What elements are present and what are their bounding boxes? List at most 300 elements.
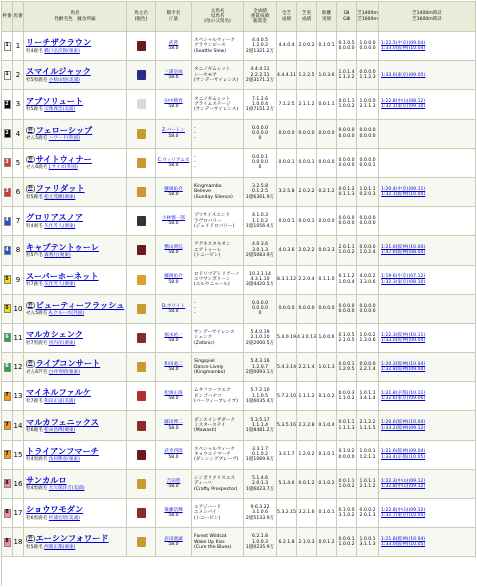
record-turf-cell: 0.0.0.0 bbox=[277, 120, 297, 149]
record-total-cell bbox=[244, 207, 277, 236]
waku-cell bbox=[2, 441, 13, 470]
record-distance-cell: 0.1.0.1 bbox=[317, 32, 337, 61]
sire-name: シンボリクリスエス bbox=[194, 475, 236, 481]
horse-sub bbox=[24, 165, 126, 170]
jockey-weight: 58.0 bbox=[168, 250, 179, 256]
jockey-link[interactable]: 福永祐一 bbox=[164, 332, 183, 338]
record-turf-course-cell: 0.0.0.1 bbox=[297, 207, 317, 236]
horse-sex-age: 牡6鹿毛 bbox=[26, 428, 45, 434]
grade-cell: 0.0.1.2 0.1.1.3 bbox=[337, 178, 357, 207]
waku-badge: 1 bbox=[4, 42, 11, 51]
foreign-mark: 外 bbox=[28, 536, 33, 542]
waku-badge: 3 bbox=[4, 158, 11, 167]
horse-sex-age: 牡5鹿毛 bbox=[26, 194, 45, 200]
pedigree-cell bbox=[192, 61, 244, 90]
trainer-link[interactable]: 森秀行(栗東) bbox=[44, 252, 71, 258]
record-graded: 1.1.0.2 bbox=[251, 218, 269, 224]
time-1400-link[interactable]: 1:22.3(中山)(09.12) bbox=[381, 478, 426, 484]
record-graded: 1.1.1.4 bbox=[251, 422, 269, 428]
prize-money: 1億0235.9万 bbox=[245, 544, 275, 550]
time-1600-link[interactable]: 1:33.0(東京)(09.05) bbox=[381, 72, 426, 78]
time-1600-link[interactable]: 1:32.6(東京)(09.06) bbox=[381, 396, 426, 402]
time-1400-link[interactable]: 1:22.5(中京)(09.04) bbox=[381, 40, 426, 46]
horse-name-link[interactable] bbox=[24, 330, 126, 339]
grade-cell: 0.1.0.5 0.0.0.0 bbox=[337, 32, 357, 61]
jockey-cell bbox=[156, 470, 192, 499]
turf-record-cell: 1.0.0.2 1.3.0.6 bbox=[357, 324, 379, 353]
waku-badge: 7 bbox=[4, 421, 11, 430]
waku-badge: 3 bbox=[4, 188, 11, 197]
record-turf-cell: 0.0.0.1 bbox=[277, 149, 297, 178]
jockey-link[interactable]: 藤岡佑介 bbox=[164, 274, 183, 280]
jockey-link[interactable]: 藤田伸二 bbox=[164, 420, 183, 426]
jockey-link[interactable]: 三浦皇成 bbox=[164, 70, 183, 75]
prize-money: 2億1321.2万 bbox=[245, 48, 275, 54]
horse-sex-age: せん6芦毛 bbox=[26, 369, 49, 375]
record-turf-cell: 5.3.5.16 bbox=[277, 411, 297, 440]
table-row bbox=[2, 499, 476, 528]
trainer-link[interactable]: 松永昌博(栗東) bbox=[44, 428, 76, 434]
name-cell bbox=[24, 528, 127, 557]
name-cell bbox=[24, 382, 127, 411]
record-turf-course-cell: 2.0.2.2 bbox=[297, 236, 317, 265]
horse-name-link[interactable] bbox=[24, 476, 126, 485]
turf-record-cell: 0.0.0.2 2.0.1.3 bbox=[357, 499, 379, 528]
record-total-cell bbox=[244, 411, 277, 440]
horse-sex-age: 牡7鹿毛 bbox=[26, 282, 45, 288]
horse-name[interactable]: グロリアスノア bbox=[26, 212, 83, 223]
time-1400-link[interactable]: 1:21.8(阪神)(10.04) bbox=[381, 537, 426, 542]
prize-money: 1億1056.4万 bbox=[245, 223, 275, 229]
time-1400-link[interactable]: 1:21.0(阪神)(10.04) bbox=[381, 245, 426, 251]
waku-badge: 6 bbox=[4, 333, 11, 342]
owner-cell bbox=[127, 32, 156, 61]
grade-cell: 0.0.0.1 1.0.0.2 bbox=[337, 528, 357, 557]
jockey-weight: 58.0 bbox=[168, 513, 179, 519]
record-total-cell bbox=[244, 90, 277, 119]
horse-sex-age: 牡4栗毛 bbox=[26, 223, 45, 229]
turf-record-cell: 1.0.1.1 0.2.0.3 bbox=[357, 178, 379, 207]
prize-money: 2億3171.2万 bbox=[245, 77, 275, 83]
pedigree-cell bbox=[192, 236, 244, 265]
jockey-link[interactable]: D.ホワイト bbox=[161, 303, 186, 309]
horse-sub bbox=[24, 545, 126, 550]
prize-money: 3億4420.5万 bbox=[245, 282, 275, 288]
horse-sex-age: 牡5鹿毛 bbox=[26, 544, 45, 550]
pedigree-cell bbox=[192, 528, 244, 557]
owner-cell bbox=[127, 178, 156, 207]
table-row bbox=[2, 353, 476, 382]
sire-name: - bbox=[194, 154, 196, 160]
jockey-link[interactable]: 松岡正海 bbox=[164, 391, 183, 397]
jockey-cell bbox=[156, 90, 192, 119]
time-1400-link[interactable]: 1:22.8(中山)(08.12) bbox=[381, 99, 426, 105]
name-cell bbox=[24, 120, 127, 149]
record-distance-cell: 0.0.1.2 bbox=[317, 528, 337, 557]
damsire-name: (Zafonic) bbox=[194, 340, 215, 346]
jockey-link[interactable]: 後藤浩輝 bbox=[164, 507, 183, 513]
record-turf-cell: 5.3.2.15 bbox=[277, 499, 297, 528]
time-1600-link[interactable]: 1:32.3(東京)(08.10) bbox=[381, 279, 426, 285]
jockey-link[interactable]: 小林慎一郎 bbox=[162, 215, 185, 221]
turf-record-cell: 0.0.0.0 1.0.2.4 bbox=[357, 236, 379, 265]
grade-cell: 0.0.1.1 1.1.1.3 bbox=[337, 411, 357, 440]
time-1400-link[interactable]: 1:22.8(中山)(09.12) bbox=[381, 507, 426, 513]
sire-name: アグネスタキオン bbox=[194, 242, 231, 248]
horse-name[interactable]: リーチザクラウン bbox=[26, 37, 92, 48]
record-turf-course-cell: 2.1.0.3 bbox=[297, 528, 317, 557]
horse-sex-age: 牡4黒鹿毛 bbox=[26, 486, 49, 492]
owner-cell bbox=[127, 61, 156, 90]
horse-name[interactable]: サンカルロ bbox=[26, 475, 67, 486]
horse-sex-age: 牡7鹿毛 bbox=[26, 398, 45, 404]
jockey-cell bbox=[156, 207, 192, 236]
time-1600-link[interactable]: 1:47.6(阪神)(08.04) bbox=[381, 250, 426, 256]
trainer-link[interactable]: 角居勝彦(栗東) bbox=[48, 457, 80, 463]
ban-cell: 18 bbox=[13, 528, 24, 557]
turf-record-cell: 1.0.0.1 3.1.1.3 bbox=[357, 528, 379, 557]
time-1400-link[interactable]: 1:22.3(阪神)(10.11) bbox=[381, 332, 426, 338]
time-1600-link[interactable]: 1:33.0(阪神)(10.05) bbox=[381, 542, 426, 548]
horse-name-link[interactable] bbox=[24, 155, 126, 164]
table-row bbox=[2, 236, 476, 265]
sire-name: ムタファーウエク bbox=[194, 388, 231, 394]
record-total: 0.0.0.1 bbox=[251, 154, 269, 160]
time-1400-link[interactable]: 1:20.4(中京)(09.11) bbox=[381, 186, 426, 192]
horse-sex-age: 牡5芦毛 bbox=[26, 252, 45, 258]
turf-record-cell: 1.0.0.1 1.2.1.2 bbox=[357, 441, 379, 470]
jockey-link[interactable]: 武幸四郎 bbox=[164, 449, 183, 455]
horse-name-link[interactable] bbox=[24, 97, 126, 106]
turf-record-cell: 0.0.0.0 0.0.0.1 bbox=[357, 149, 379, 178]
owner-cell bbox=[127, 411, 156, 440]
table-row bbox=[2, 149, 476, 178]
turf-time-cell bbox=[379, 470, 476, 499]
waku-cell bbox=[2, 120, 13, 149]
record-graded: 0.0.0.0 bbox=[251, 160, 269, 166]
grade-cell: 0.0.0.0 0.0.0.0 bbox=[337, 120, 357, 149]
owner-cell bbox=[127, 207, 156, 236]
jockey-link[interactable]: 藤岡佑介 bbox=[164, 186, 183, 192]
jockey-link[interactable]: C.ウィリアムズ bbox=[157, 157, 190, 163]
horse-name-link[interactable] bbox=[24, 505, 126, 514]
dam-name: ラヴロバリー bbox=[194, 218, 222, 224]
horse-name-link[interactable] bbox=[24, 184, 126, 193]
horse-name-link[interactable] bbox=[24, 243, 126, 252]
trainer-link[interactable]: 西園正都(栗東) bbox=[44, 544, 76, 550]
horse-name[interactable]: ファリダット bbox=[35, 183, 85, 194]
table-row bbox=[2, 61, 476, 90]
waku-cell bbox=[2, 528, 13, 557]
horse-name-link[interactable] bbox=[24, 38, 126, 47]
ban-cell: 1 bbox=[13, 32, 24, 61]
prize-money: 0 bbox=[258, 136, 262, 142]
horse-name-link[interactable] bbox=[24, 213, 126, 222]
record-total-cell bbox=[244, 120, 277, 149]
jockey-weight: 58.0 bbox=[168, 133, 179, 139]
record-graded: 1.2.0.7 bbox=[251, 364, 269, 370]
trainer-link[interactable]: 矢作芳人(栗東) bbox=[44, 282, 76, 288]
grade-cell: 0.1.0.5 2.1.0.5 bbox=[337, 324, 357, 353]
horse-sub bbox=[24, 370, 126, 375]
jockey-cell bbox=[156, 324, 192, 353]
pedigree-cell bbox=[192, 178, 244, 207]
horse-name[interactable]: マルカフェニックス bbox=[26, 416, 99, 427]
horse-name-link[interactable] bbox=[24, 534, 126, 543]
horse-sub bbox=[24, 107, 126, 112]
jockey-link[interactable]: 吉田豊 bbox=[166, 478, 181, 484]
table-row bbox=[2, 382, 476, 411]
horse-sex-age: 牡6黒鹿毛 bbox=[26, 515, 49, 521]
horse-name-link[interactable] bbox=[24, 301, 126, 310]
record-total-cell bbox=[244, 32, 277, 61]
ban-cell: 9 bbox=[13, 266, 24, 295]
record-total: 7.1.2.6 bbox=[251, 96, 269, 102]
record-turf-cell: 5.4.0.19 bbox=[277, 324, 297, 353]
horse-name-link[interactable] bbox=[24, 67, 126, 76]
record-total: 3.3.1.7 bbox=[251, 446, 269, 452]
horse-name-link[interactable] bbox=[24, 418, 126, 427]
grade-cell: 2.0.1.1 1.0.0.2 bbox=[337, 236, 357, 265]
trainer-link[interactable]: 杉浦宏昭(美浦) bbox=[48, 515, 80, 521]
horse-name-link[interactable] bbox=[24, 447, 126, 456]
time-1400-link[interactable]: 1:20.6(阪神)(10.04) bbox=[381, 420, 426, 426]
trainer-link[interactable]: 宗像義忠(美浦) bbox=[44, 107, 76, 113]
horse-name[interactable]: フェローシップ bbox=[35, 124, 93, 135]
record-turf-cell: 0.0.0.0 bbox=[277, 295, 297, 324]
trainer-link[interactable]: 橋口弘次郎(栗東) bbox=[44, 48, 80, 54]
ban-cell: 5 bbox=[13, 149, 24, 178]
trainer-link[interactable]: 河内洋(栗東) bbox=[48, 340, 76, 346]
jockey-link[interactable]: 田中勝春 bbox=[164, 99, 183, 105]
horse-sex-age: せん5鹿毛 bbox=[26, 311, 49, 317]
record-total: 4.4.0.5 bbox=[251, 38, 269, 44]
pedigree-cell bbox=[192, 295, 244, 324]
record-graded: 0.0.0.0 bbox=[251, 131, 269, 137]
record-turf-cell: 0.0.0.1 bbox=[277, 207, 297, 236]
horse-name[interactable]: スーパーホーネット bbox=[26, 270, 99, 281]
horse-name[interactable]: マイネルファルケ bbox=[26, 387, 91, 398]
trainer-link[interactable]: 矢作芳人(栗東) bbox=[44, 223, 76, 229]
table-row bbox=[2, 470, 476, 499]
turf-record-cell: 0.0.0.0 1.1.2.3 bbox=[357, 61, 379, 90]
horse-sub bbox=[24, 78, 126, 83]
time-1600-link[interactable]: 1:32.8(中山)(09.12) bbox=[381, 483, 426, 489]
jockey-weight: 58.0 bbox=[168, 454, 179, 460]
header-owner: 馬主名 (服色) bbox=[127, 2, 156, 32]
name-cell bbox=[24, 470, 127, 499]
horse-name[interactable]: サイトウィナー bbox=[35, 153, 92, 164]
time-1600-link[interactable]: 1:32.8(阪神)(09.04) bbox=[381, 367, 426, 373]
jockey-cell bbox=[156, 178, 192, 207]
name-cell bbox=[24, 32, 127, 61]
table-row bbox=[2, 32, 476, 61]
turf-time-cell bbox=[379, 353, 476, 382]
trainer-link[interactable]: J.サイズ(外国) bbox=[48, 165, 78, 171]
horse-name-link[interactable] bbox=[24, 126, 126, 135]
dam-name: エアトゥーレ bbox=[194, 247, 222, 253]
record-turf-cell: 5.7.2.10 bbox=[277, 382, 297, 411]
jockey-weight: 58.0 bbox=[168, 425, 179, 431]
turf-time-cell bbox=[379, 441, 476, 470]
silk-icon bbox=[137, 450, 146, 460]
record-total: 5.4.3.16 bbox=[250, 359, 270, 365]
jockey-weight: 58.0 bbox=[168, 396, 179, 402]
time-1400-link[interactable]: 1:21.6(阪神)(09.04) bbox=[381, 449, 426, 455]
sire-name: Forest Wildcat bbox=[194, 534, 227, 540]
horse-name-link[interactable] bbox=[24, 272, 126, 281]
trainer-link[interactable]: 小桧山悟(美浦) bbox=[48, 77, 80, 83]
entry-grid bbox=[1, 1, 476, 586]
record-total-cell bbox=[244, 149, 277, 178]
time-1600-link[interactable]: 1:33.0(阪神)(10.04) bbox=[381, 46, 426, 52]
table-row bbox=[2, 120, 476, 149]
jockey-cell bbox=[156, 441, 192, 470]
horse-name[interactable]: ショウワモダン bbox=[26, 504, 84, 515]
trainer-link[interactable]: 和田正道(美浦) bbox=[44, 398, 76, 404]
waku-cell bbox=[2, 90, 13, 119]
time-1400-link[interactable]: 1:21.8(京都)(10.11) bbox=[381, 391, 426, 397]
prize-money: 1億7151.2万 bbox=[245, 107, 275, 113]
trainer-link[interactable]: 白井寿昭(栗東) bbox=[48, 369, 80, 375]
horse-sub bbox=[24, 49, 126, 54]
foreign-mark: 外 bbox=[28, 157, 33, 163]
jockey-weight: 58.0 bbox=[168, 162, 179, 168]
jockey-weight: 58.0 bbox=[168, 221, 179, 227]
ban-cell: 16 bbox=[13, 470, 24, 499]
horse-sub bbox=[24, 428, 126, 433]
pedigree-cell bbox=[192, 266, 244, 295]
name-cell bbox=[24, 207, 127, 236]
sire-name: エアジハード bbox=[194, 505, 222, 511]
grade-cell: 1.0.1.4 1.1.2.2 bbox=[337, 61, 357, 90]
turf-record-cell: 2.1.2.2 1.1.1.5 bbox=[357, 411, 379, 440]
turf-time-cell bbox=[379, 120, 476, 149]
horse-name[interactable]: アブソリュート bbox=[26, 95, 84, 106]
record-turf-course-cell: 2.0.0.2 bbox=[297, 32, 317, 61]
header-record-turf-course: 芝実 成績 bbox=[297, 2, 317, 32]
time-1600-link[interactable]: 1:33.2(阪神)(09.12) bbox=[381, 425, 426, 431]
sire-name: プリサイスエンド bbox=[194, 213, 231, 219]
trainer-link[interactable]: 松元茂樹(栗東) bbox=[44, 194, 76, 200]
time-1400-link[interactable]: 1:20.3(阪神)(10.04) bbox=[381, 361, 426, 367]
horse-name[interactable]: エーシンフォワード bbox=[35, 533, 109, 544]
horse-name-link[interactable] bbox=[24, 359, 126, 368]
pedigree-cell bbox=[192, 411, 244, 440]
owner-cell bbox=[127, 236, 156, 265]
pedigree-cell bbox=[192, 324, 244, 353]
horse-name[interactable]: ライブコンサート bbox=[35, 358, 101, 369]
grade-cell: 0.0.0.0 0.0.0.0 bbox=[337, 207, 357, 236]
damsire-name: (トニービン) bbox=[194, 253, 221, 259]
turf-time-cell bbox=[379, 382, 476, 411]
waku-badge: 8 bbox=[4, 538, 11, 547]
prize-money: 1億6301.9万 bbox=[245, 194, 275, 200]
record-turf-course-cell: 2.1.1.2 bbox=[297, 90, 317, 119]
prize-money: 2億0093.1万 bbox=[245, 369, 275, 375]
time-1600-link[interactable]: 1:32.1(阪神)(10.04) bbox=[381, 192, 426, 198]
name-cell bbox=[24, 499, 127, 528]
damsire-name: (ダンシングブレーヴ) bbox=[194, 457, 239, 463]
record-turf-cell: 5.4.3.14 bbox=[277, 353, 297, 382]
record-turf-cell: 4.0.3.6 bbox=[277, 236, 297, 265]
horse-name[interactable]: ビューティーフラッシュ bbox=[35, 299, 125, 310]
record-total: 5.3.5.17 bbox=[250, 417, 270, 423]
damsire-name: (Seattle Slew) bbox=[194, 48, 227, 54]
jockey-cell bbox=[156, 266, 192, 295]
ban-cell: 11 bbox=[13, 324, 24, 353]
table-row bbox=[2, 90, 476, 119]
sire-name: ロドリゴデトリアーノ bbox=[194, 271, 240, 277]
table-row bbox=[2, 295, 476, 324]
jockey-link[interactable]: 横山典弘 bbox=[164, 245, 183, 251]
jockey-weight: 58.0 bbox=[168, 46, 179, 52]
record-distance-cell: 0.0.0.0 bbox=[317, 149, 337, 178]
horse-name[interactable]: キャプテントゥーレ bbox=[26, 241, 99, 252]
name-cell bbox=[24, 90, 127, 119]
jockey-link[interactable]: 武豊 bbox=[168, 40, 179, 46]
jockey-link[interactable]: 岩田康誠 bbox=[164, 537, 183, 542]
damsire-name: - bbox=[194, 311, 196, 317]
name-cell bbox=[24, 236, 127, 265]
jockey-cell bbox=[156, 61, 192, 90]
record-turf-cell: 4.4.0.4 bbox=[277, 32, 297, 61]
time-1600-link[interactable]: 1:33.0(阪神)(09.04) bbox=[381, 337, 426, 343]
horse-name[interactable]: スマイルジャック bbox=[26, 66, 91, 77]
horse-name[interactable]: マルカシェンク bbox=[26, 329, 83, 340]
record-graded: 0.1.2.5 bbox=[251, 189, 269, 195]
name-cell bbox=[24, 149, 127, 178]
waku-cell bbox=[2, 149, 13, 178]
jockey-link[interactable]: Z.パートン bbox=[162, 128, 185, 134]
horse-sub bbox=[24, 457, 126, 462]
time-1600-link[interactable]: 1:32.7(東京)(10.05) bbox=[381, 513, 426, 519]
jockey-cell bbox=[156, 149, 192, 178]
time-1600-link[interactable]: 1:32.1(東京)(09.10) bbox=[381, 104, 426, 110]
horse-name[interactable]: トライアンフマーチ bbox=[26, 445, 99, 456]
horse-name-link[interactable] bbox=[24, 388, 126, 397]
turf-time-cell bbox=[379, 499, 476, 528]
turf-time-cell bbox=[379, 324, 476, 353]
ban-cell: 14 bbox=[13, 411, 24, 440]
record-distance-cell: 0.1.1.0 bbox=[317, 266, 337, 295]
time-1400-link[interactable]: 1:19.6(中京)(07.12) bbox=[381, 274, 426, 280]
owner-cell bbox=[127, 295, 156, 324]
silk-icon bbox=[137, 362, 146, 372]
pedigree-cell bbox=[192, 149, 244, 178]
waku-cell bbox=[2, 236, 13, 265]
dam-name: ビンゴハナコ bbox=[194, 393, 222, 399]
trainer-link[interactable]: A.クルーズ(外国) bbox=[48, 311, 85, 317]
trainer-link[interactable]: 大久保洋吉(美浦) bbox=[48, 486, 85, 492]
record-total: 4.1.0.3 bbox=[251, 213, 269, 219]
time-1600-link[interactable]: 1:33.4(京都)(10.05) bbox=[381, 454, 426, 460]
sire-name: タニノギムレット bbox=[194, 67, 231, 73]
jockey-cell bbox=[156, 32, 192, 61]
dam-name: クラウンピース bbox=[194, 43, 226, 49]
ban-cell: 15 bbox=[13, 441, 24, 470]
record-distance-cell: 0.0.1.1 bbox=[317, 90, 337, 119]
dam-name: シェンク bbox=[194, 335, 213, 341]
turf-time-cell bbox=[379, 32, 476, 61]
silk-icon bbox=[137, 99, 146, 109]
dam-name: キョウエイマーチ bbox=[194, 452, 231, 458]
ban-cell: 6 bbox=[13, 178, 24, 207]
damsire-name: (Sunday Silence) bbox=[194, 194, 233, 200]
jockey-link[interactable]: 和田竜二 bbox=[164, 361, 183, 367]
record-turf-cell: 6.2.1.8 bbox=[277, 528, 297, 557]
trainer-link[interactable]: ハワード(外国) bbox=[48, 136, 80, 142]
